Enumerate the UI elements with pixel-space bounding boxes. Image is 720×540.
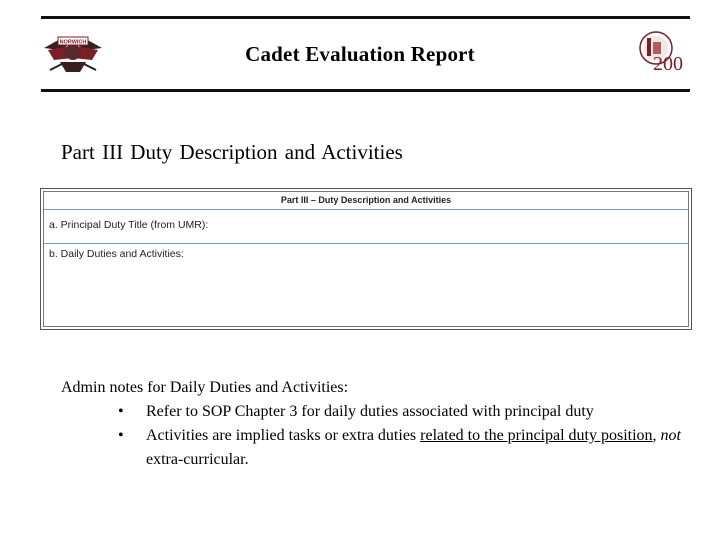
duty-description-form	[40, 188, 692, 330]
section-heading: Part III Duty Description and Activities	[61, 140, 403, 164]
bullet-text-end: extra-curricular.	[146, 451, 249, 468]
bullet-text: Refer to SOP Chapter 3 for daily duties associated with principal duty	[146, 403, 594, 420]
header-rule-bottom	[41, 89, 690, 92]
daily-duties-label: b. Daily Duties and Activities:	[49, 248, 184, 260]
form-caption: Part III – Duty Description and Activities	[44, 192, 688, 210]
principal-duty-title-field	[44, 210, 688, 244]
bullet-icon: •	[118, 403, 124, 420]
anniversary-number: 200	[653, 53, 683, 74]
list-item	[61, 424, 681, 472]
bullet-text: Activities are implied tasks or extra duties	[146, 427, 421, 444]
bullet-comma: ,	[652, 427, 661, 444]
header-rule-top	[41, 16, 690, 19]
admin-notes	[61, 376, 681, 472]
anniversary-200-logo-icon	[632, 30, 686, 74]
logo-wordmark: NORWICH	[59, 39, 87, 46]
daily-duties-field	[44, 244, 688, 260]
bullet-italic-text: not	[660, 427, 681, 444]
principal-duty-title-label: a. Principal Duty Title (from UMR):	[49, 219, 209, 231]
admin-notes-intro: Admin notes for Daily Duties and Activities:	[61, 379, 349, 396]
bullet-underlined-text: related to the principal duty position	[420, 427, 653, 444]
bullet-icon: •	[118, 427, 124, 444]
page-title: Cadet Evaluation Report	[245, 42, 475, 66]
list-item	[61, 400, 681, 424]
